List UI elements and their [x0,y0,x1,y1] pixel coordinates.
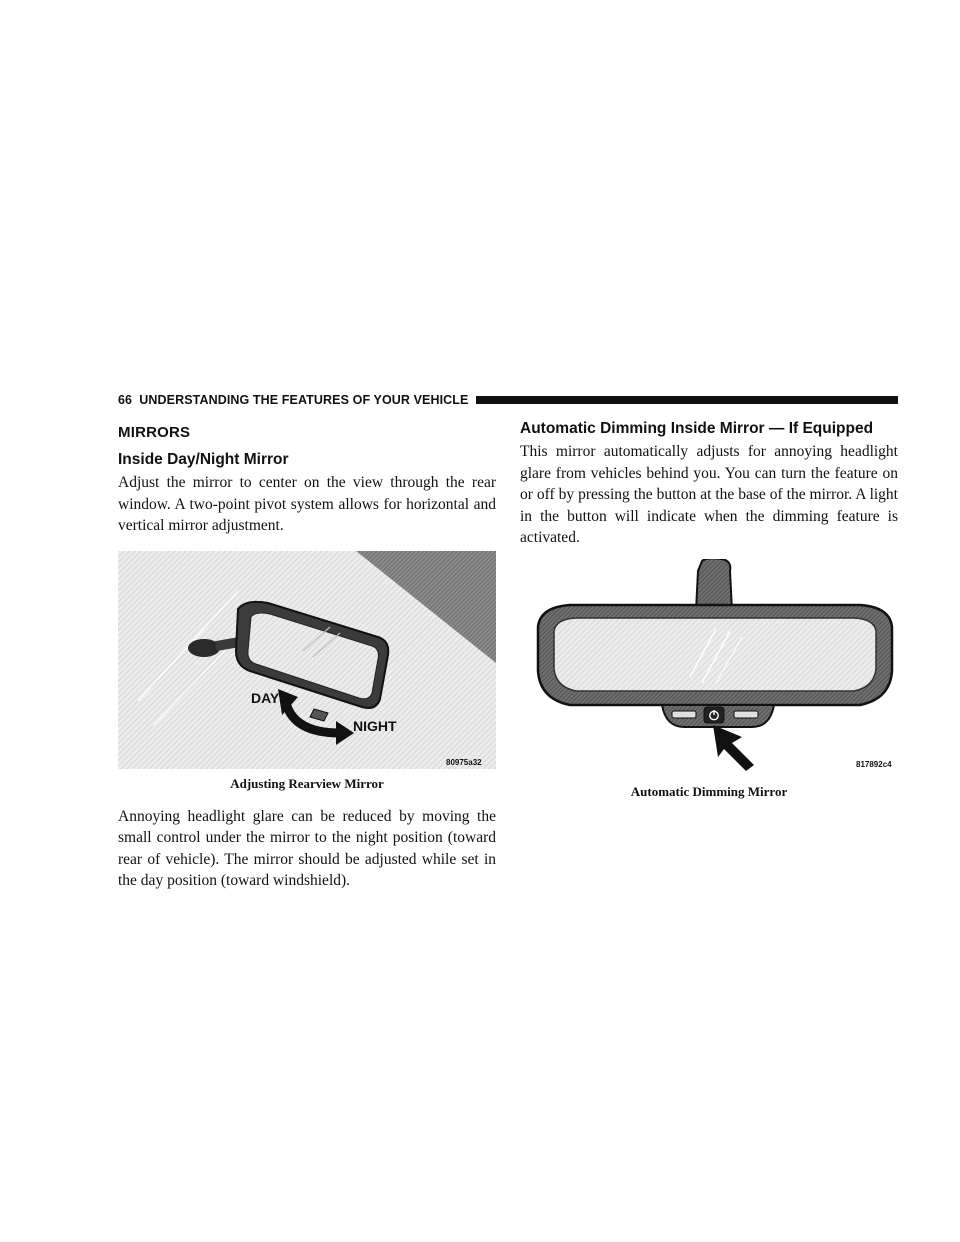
section-title: MIRRORS [118,424,191,441]
caption-auto-dimming: Automatic Dimming Mirror [630,783,788,799]
paragraph-adjust-mirror: Adjust the mirror to center on the view through the rear window. A two-point pivot system allows for horizontal and vertical mirror adjustment. [118,474,496,534]
day-night-mirror-illustration [118,551,496,769]
right-column [520,418,898,800]
paragraph-auto-dimming: This mirror automatically adjusts for annoying headlight glare from vehicles behind you. You can turn the feature on or off by pressing the button at the base of the mirror. A light in the button will indicate when the dimming feature is activated. [520,443,898,546]
header-rule [476,396,898,404]
page-header-text [118,393,468,407]
subsection-title-day-night: Inside Day/Night Mirror [118,451,289,468]
subsection-title-auto-dimming: Automatic Dimming Inside Mirror — If Equipped [520,420,874,437]
label-night: NIGHT [353,717,397,734]
figure-code-left: 80975a32 [446,757,482,767]
figure-auto-dimming [520,559,898,800]
figure-code-right: 817892c4 [856,759,892,769]
page-number: 66 [118,393,133,407]
figure-illustration-auto-dimming [520,559,898,776]
auto-dimming-mirror-illustration [520,559,898,771]
running-header [118,390,898,410]
paragraph-glare-reduce: Annoying headlight glare can be reduced by moving the small control under the mirror to the night position (toward rear of vehicle). The mirror should be adjusted while set in the day position (toward windshield). [118,807,496,889]
figure-adjusting-mirror [118,551,496,792]
caption-adjusting-mirror: Adjusting Rearview Mirror [230,775,384,791]
header-title: UNDERSTANDING THE FEATURES OF YOUR VEHICLE [139,393,469,407]
figure-illustration-day-night [118,551,496,774]
left-column [118,418,496,892]
label-day: DAY [251,689,280,706]
